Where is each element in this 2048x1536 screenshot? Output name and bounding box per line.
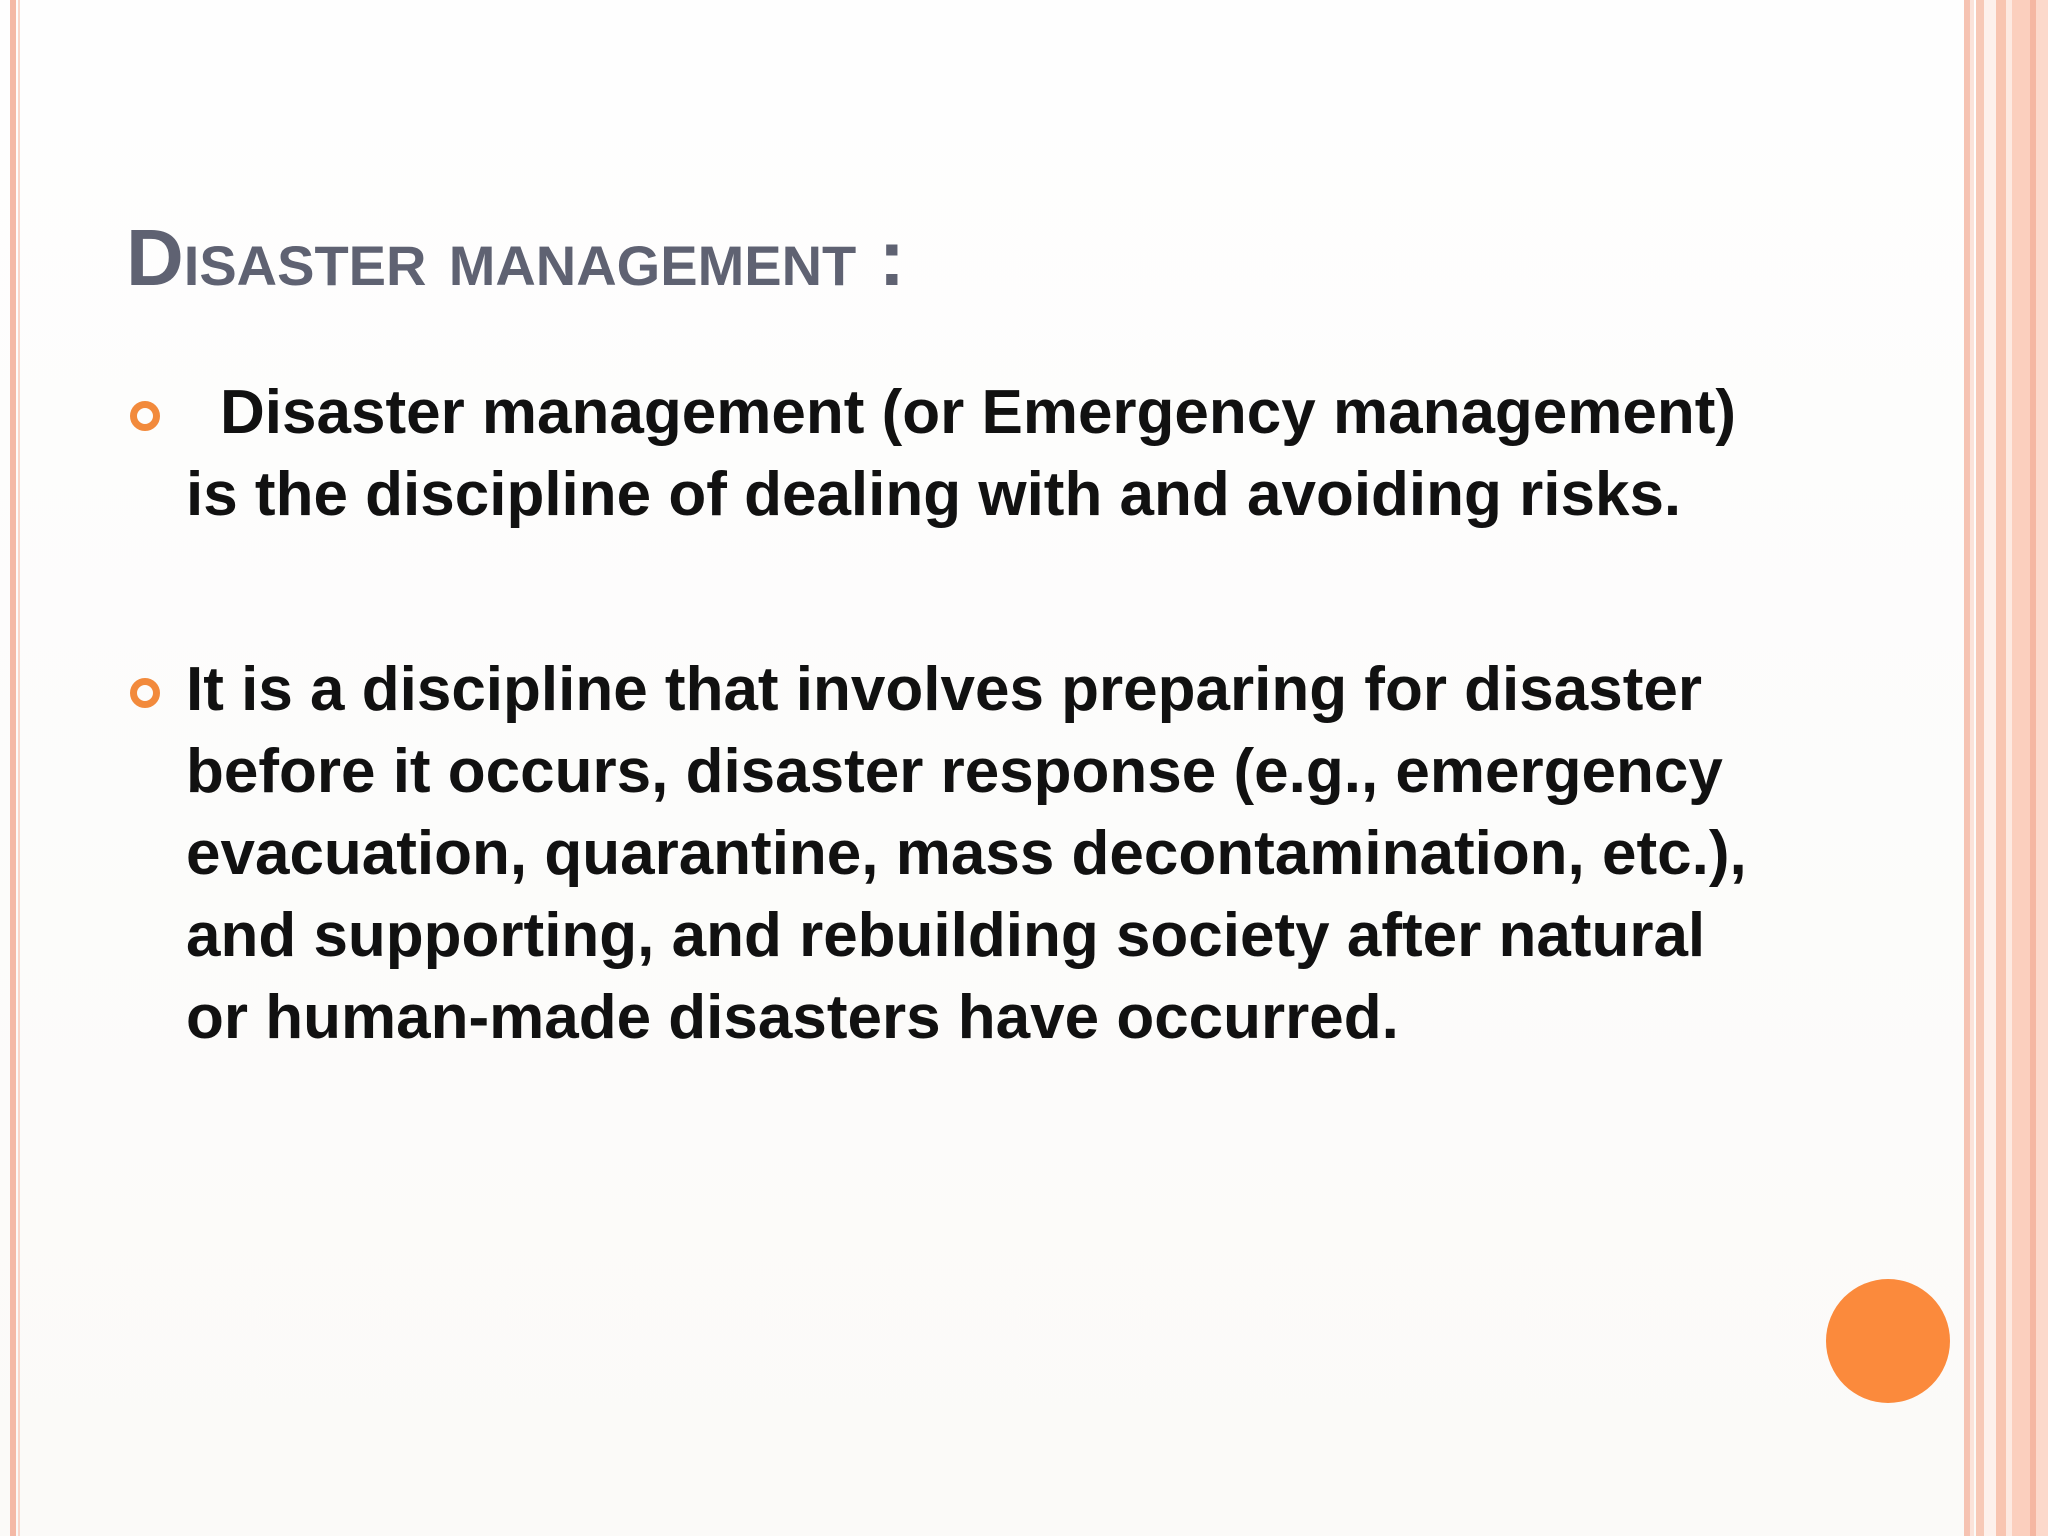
bullet-item	[124, 372, 1764, 536]
hollow-circle-bullet-icon	[130, 678, 160, 708]
stripe	[2036, 0, 2048, 1536]
bullet-item	[124, 649, 1764, 1059]
left-border-stripe-inner	[18, 0, 20, 1536]
hollow-circle-bullet-icon	[130, 401, 160, 431]
slide-title: Disaster management :	[126, 213, 906, 302]
stripe	[2012, 0, 2030, 1536]
stripe	[1970, 0, 1974, 1536]
stripe	[1984, 0, 1996, 1536]
bullet-text: Disaster management (or Emergency management) is the discipline of dealing with and avoiding risks.	[186, 378, 1737, 529]
bullet-text: It is a discipline that involves preparing for disaster before it occurs, disaster response (e.g., emergency evacuation, quarantine, mass decontamination, etc.), and supporting, and rebuilding society after natural or human-made disasters have occurred.	[186, 655, 1747, 1052]
stripe	[1996, 0, 2006, 1536]
right-decorative-stripes	[1964, 0, 2048, 1536]
left-border-stripe	[10, 0, 16, 1536]
orange-circle-icon	[1826, 1279, 1950, 1403]
bullet-list	[124, 372, 1764, 1059]
stripe	[1976, 0, 1984, 1536]
